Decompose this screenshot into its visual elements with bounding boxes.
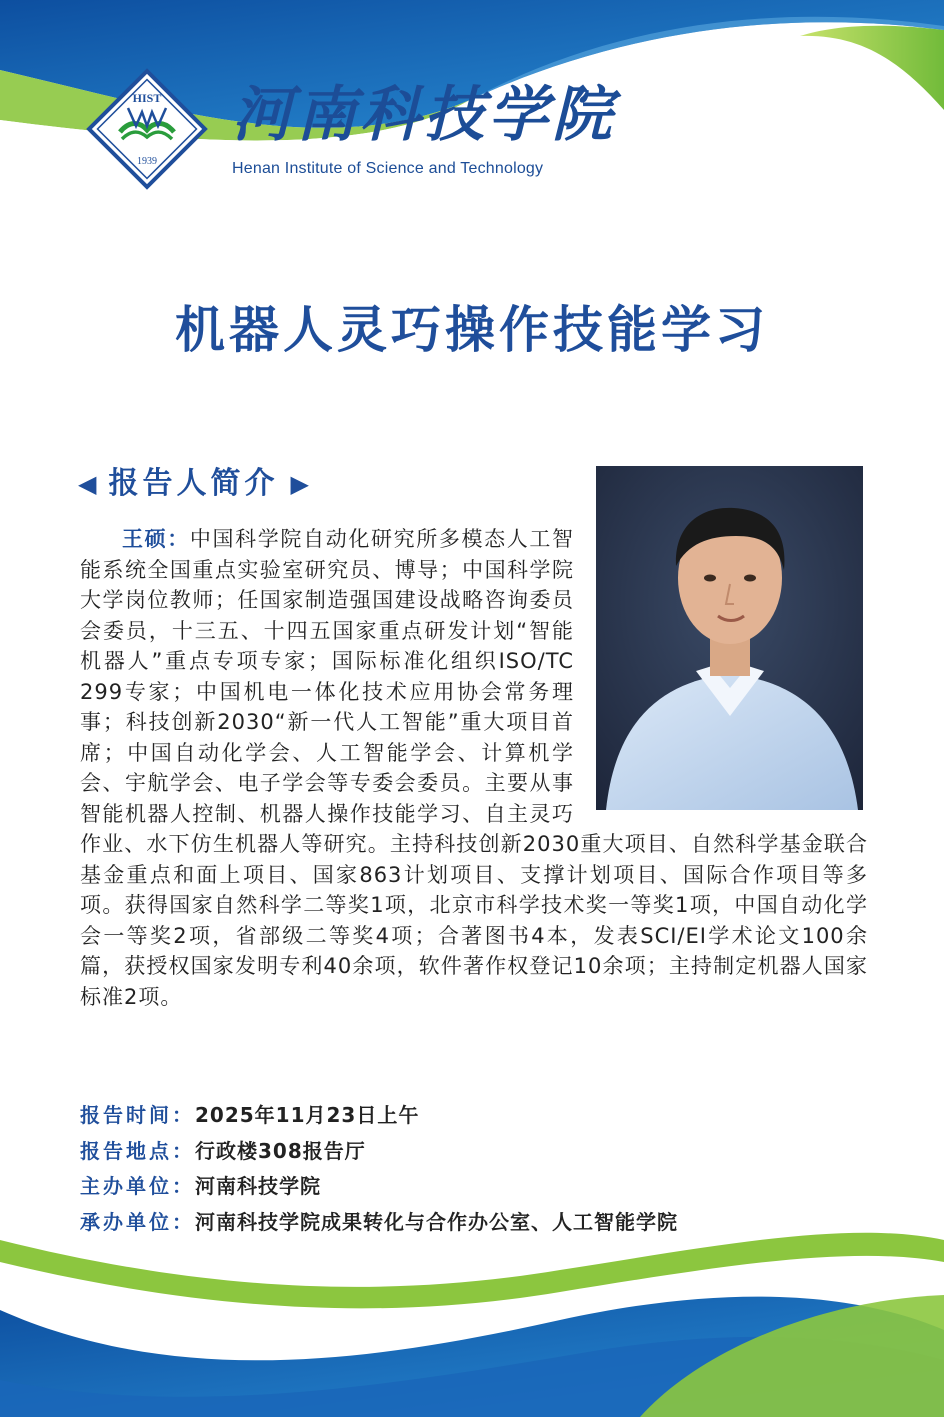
info-value: 行政楼308报告厅 bbox=[195, 1138, 366, 1163]
speaker-bio-text: 中国科学院自动化研究所多模态人工智能系统全国重点实验室研究员、博导；中国科学院大学岗位教师；任国家制造强国建设战略咨询委员会委员，十三五、十四五国家重点研发计划“智能机器人”重点专项专家；国际标准化组织ISO/TC 299专家；中国机电一体化技术应用协会常务理事；科技创新2030“新一代人工智能”重大项目首席；中国自动化学会、人工智能学会、计算机学会、宇航学会、电子学会等专委会委员。主要从事智能机器人控制、机器人操作技能学习、自主灵巧作业、水下仿生机器人等研究。主持科技创新2030重大项目、自然科学基金联合基金重点和面上项目、国家863计划项目、支撑计划项目、国际合作项目等多项。获得国家自然科学二等奖1项，北京市科学技术奖一等奖1项，中国自动化学会一等奖2项，省部级二等奖4项；合著图书4本，发表SCI/EI学术论文100余篇，获授权国家发明专利40余项，软件著作权登记10余项；主持制定机器人国家标准2项。 bbox=[80, 527, 868, 1009]
hist-emblem-icon bbox=[84, 66, 210, 192]
photo-spacer bbox=[574, 524, 868, 810]
section-heading bbox=[78, 462, 309, 506]
info-row-time bbox=[80, 1098, 678, 1134]
speaker-name: 王硕： bbox=[122, 527, 190, 551]
info-row-location bbox=[80, 1134, 678, 1170]
info-label: 报告时间： bbox=[80, 1103, 195, 1127]
logo-emblem bbox=[84, 66, 210, 192]
info-value: 2025年11月23日上午 bbox=[195, 1103, 420, 1127]
logo-name-cn: 河南科技学院 bbox=[232, 80, 616, 150]
triangle-right-icon: ▶ bbox=[290, 470, 309, 498]
info-value: 河南科技学院成果转化与合作办公室、人工智能学院 bbox=[195, 1209, 678, 1234]
info-value: 河南科技学院 bbox=[195, 1174, 321, 1198]
section-label: 报告人简介 bbox=[108, 466, 279, 501]
emblem-text: HIST bbox=[132, 91, 162, 105]
info-row-organizer bbox=[80, 1205, 678, 1241]
triangle-left-icon: ◀ bbox=[78, 470, 97, 498]
page-title: 机器人灵巧操作技能学习 bbox=[175, 301, 769, 359]
info-row-host bbox=[80, 1169, 678, 1205]
event-info bbox=[80, 1098, 678, 1240]
speaker-bio bbox=[80, 524, 868, 1012]
emblem-year: 1939 bbox=[137, 156, 157, 167]
info-label: 承办单位： bbox=[80, 1209, 195, 1234]
info-label: 主办单位： bbox=[80, 1174, 195, 1198]
logo-name-en: Henan Institute of Science and Technology bbox=[232, 160, 544, 177]
info-label: 报告地点： bbox=[80, 1138, 195, 1163]
